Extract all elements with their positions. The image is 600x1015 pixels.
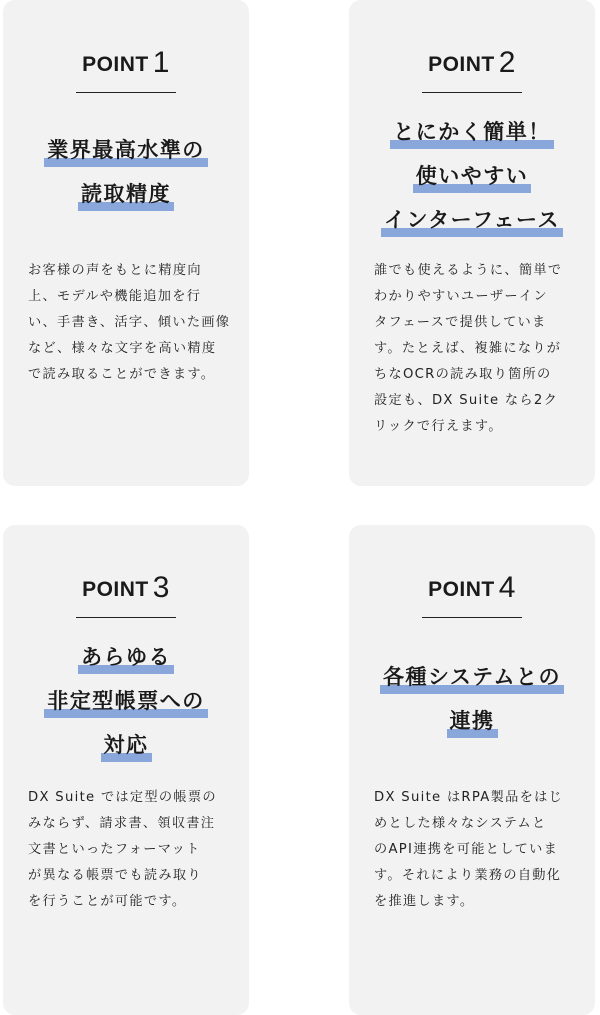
heading-line: 連携 xyxy=(450,699,495,743)
point-label: POINT 3 xyxy=(82,571,170,604)
heading-line: 業界最高水準の xyxy=(47,128,205,172)
heading-line: とにかく簡単！ xyxy=(393,110,551,154)
point-number: 1 xyxy=(152,46,170,79)
point-number: 2 xyxy=(498,46,516,79)
feature-heading xyxy=(349,655,595,743)
heading-line: あらゆる xyxy=(81,635,171,679)
feature-card-2 xyxy=(349,0,595,486)
heading-line: 読取精度 xyxy=(81,172,171,216)
feature-heading xyxy=(349,110,595,242)
heading-line: インターフェース xyxy=(384,198,560,242)
feature-description: お客様の声をもとに精度向 上、モデルや機能追加を行 い、手書き、活字、傾いた画像 など、様々な文字を高い精度 で読み取ることができます。 xyxy=(28,263,231,382)
point-label: POINT 4 xyxy=(428,571,516,604)
divider xyxy=(422,92,522,93)
heading-line: 各種システムとの xyxy=(383,655,561,699)
divider xyxy=(422,617,522,618)
feature-heading xyxy=(3,635,249,767)
heading-line: 対応 xyxy=(104,723,149,767)
heading-line: 非定型帳票への xyxy=(47,679,205,723)
point-number: 3 xyxy=(152,571,170,604)
point-number: 4 xyxy=(498,571,516,604)
feature-description: DX Suite では定型の帳票の みならず、請求書、領収書注 文書といったフォーマット が異なる帳票でも読み取り を行うことが可能です。 xyxy=(28,790,217,909)
feature-description: DX Suite はRPA製品をはじ めとした様々なシステムと のAPI連携を可能としていま す。それにより業務の自動化 を推進します。 xyxy=(374,790,564,909)
point-label: POINT 1 xyxy=(82,46,170,79)
feature-description: 誰でも使えるように、簡単で わかりやすいユーザーイン タフェースで提供していま す。たとえば、複雑になりが ちなOCRの読み取り箇所の 設定も、DX Suite なら2ク リックで行えます。 xyxy=(374,263,563,434)
point-label: POINT 2 xyxy=(428,46,516,79)
feature-card-4 xyxy=(349,525,595,1015)
divider xyxy=(76,92,176,93)
divider xyxy=(76,617,176,618)
heading-line: 使いやすい xyxy=(416,154,529,198)
feature-heading xyxy=(3,128,249,216)
feature-card-1 xyxy=(3,0,249,486)
feature-card-3 xyxy=(3,525,249,1015)
